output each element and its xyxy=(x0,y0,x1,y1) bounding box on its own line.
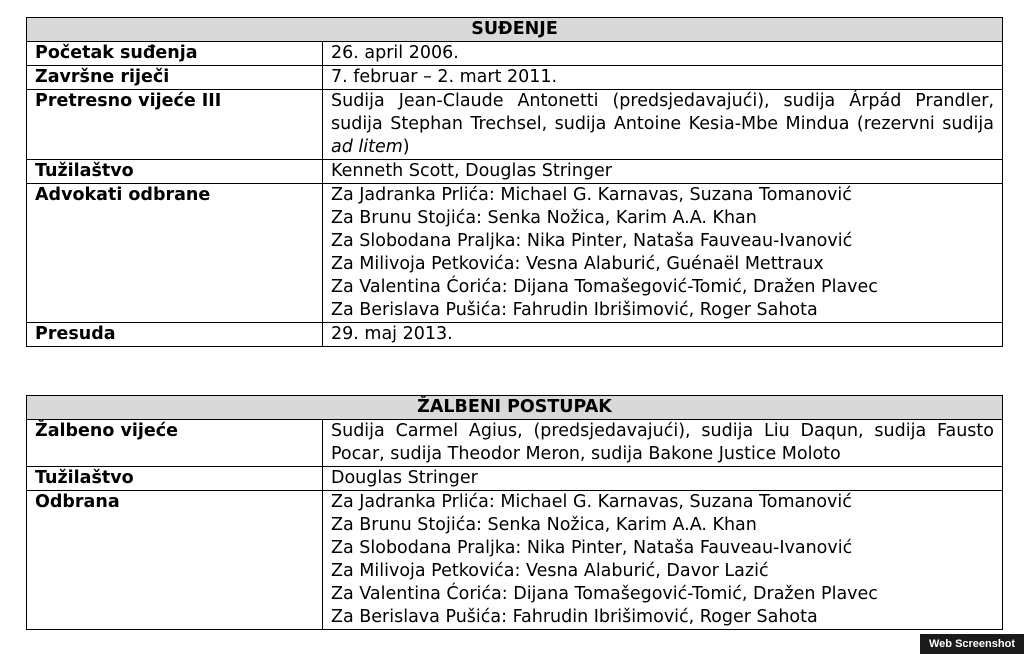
chamber-text-italic: ad litem xyxy=(331,137,403,157)
value-line: Za Slobodana Praljka: Nika Pinter, Nataša Fauveau-Ivanović xyxy=(331,538,853,558)
row-value-defence xyxy=(323,491,1003,630)
trial-heading: SUĐENJE xyxy=(27,18,1003,42)
row-label-trial-chamber: Pretresno vijeće III xyxy=(27,90,323,160)
row-label-prosecution: Tužilaštvo xyxy=(27,467,323,491)
appeal-heading: ŽALBENI POSTUPAK xyxy=(27,396,1003,420)
chamber-text-end: ) xyxy=(402,137,410,157)
row-label-judgement: Presuda xyxy=(27,323,323,347)
value-line: Za Brunu Stojića: Senka Nožica, Karim A.A. Khan xyxy=(331,208,757,228)
row-label-defence-counsel: Advokati odbrane xyxy=(27,184,323,323)
table-row xyxy=(27,491,1003,630)
value-line: Za Valentina Ćorića: Dijana Tomašegović-Tomić, Dražen Plavec xyxy=(331,277,878,297)
table-row xyxy=(27,90,1003,160)
appeal-table xyxy=(26,395,1003,630)
value-line: Douglas Stringer xyxy=(331,468,478,488)
value-line: 26. april 2006. xyxy=(331,43,459,63)
row-value-judgement xyxy=(323,323,1003,347)
row-value-prosecution xyxy=(323,160,1003,184)
web-screenshot-badge: Web Screenshot xyxy=(920,634,1024,654)
value-line: Za Brunu Stojića: Senka Nožica, Karim A.A. Khan xyxy=(331,515,757,535)
row-label-trial-start: Početak suđenja xyxy=(27,42,323,66)
value-line: Za Jadranka Prlića: Michael G. Karnavas, Suzana Tomanović xyxy=(331,492,852,512)
row-value-appeals-chamber: Sudija Carmel Agius, (predsjedavajući), sudija Liu Daqun, sudija Fausto Pocar, sudija Theodor Meron, sudija Bakone Justice Moloto xyxy=(323,420,1003,467)
row-value-trial-start xyxy=(323,42,1003,66)
trial-header-row xyxy=(27,18,1003,42)
value-line: 7. februar – 2. mart 2011. xyxy=(331,67,558,87)
value-line: Za Slobodana Praljka: Nika Pinter, Nataša Fauveau-Ivanović xyxy=(331,231,853,251)
row-value-trial-chamber xyxy=(323,90,1003,160)
row-label-defence: Odbrana xyxy=(27,491,323,630)
table-row xyxy=(27,184,1003,323)
chamber-text: Sudija Jean-Claude Antonetti (predsjedavajući), sudija Árpád Prandler, sudija Stephan Trechsel, sudija Antoine Kesia-Mbe Mindua (rezervni sudija xyxy=(331,91,995,134)
row-value-closing-arguments xyxy=(323,66,1003,90)
value-line: Za Milivoja Petkovića: Vesna Alaburić, Guénaël Mettraux xyxy=(331,254,824,274)
table-row xyxy=(27,42,1003,66)
row-label-closing-arguments: Završne riječi xyxy=(27,66,323,90)
row-label-prosecution: Tužilaštvo xyxy=(27,160,323,184)
table-row xyxy=(27,420,1003,467)
value-line: Za Jadranka Prlića: Michael G. Karnavas, Suzana Tomanović xyxy=(331,185,852,205)
value-line: Za Valentina Ćorića: Dijana Tomašegović-Tomić, Dražen Plavec xyxy=(331,584,878,604)
value-line: Za Milivoja Petkovića: Vesna Alaburić, Davor Lazić xyxy=(331,561,769,581)
value-line: Za Berislava Pušića: Fahrudin Ibrišimović, Roger Sahota xyxy=(331,300,818,320)
value-line: 29. maj 2013. xyxy=(331,324,453,344)
value-line: Za Berislava Pušića: Fahrudin Ibrišimović, Roger Sahota xyxy=(331,607,818,627)
appeal-header-row xyxy=(27,396,1003,420)
row-value-prosecution xyxy=(323,467,1003,491)
value-line: Kenneth Scott, Douglas Stringer xyxy=(331,161,612,181)
table-row xyxy=(27,160,1003,184)
row-value-defence-counsel xyxy=(323,184,1003,323)
table-row xyxy=(27,323,1003,347)
table-row xyxy=(27,467,1003,491)
table-row xyxy=(27,66,1003,90)
trial-table xyxy=(26,17,1003,347)
row-label-appeals-chamber: Žalbeno vijeće xyxy=(27,420,323,467)
